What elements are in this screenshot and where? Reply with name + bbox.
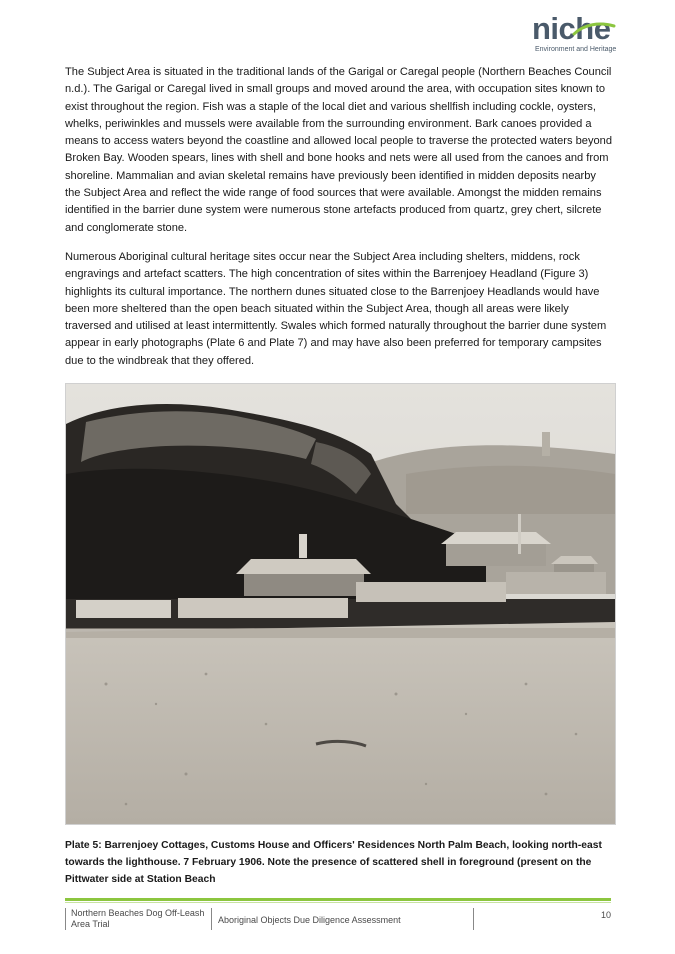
logo-swoosh-icon (572, 22, 616, 36)
plate-photograph (65, 383, 616, 825)
logo-wordmark: niche (532, 11, 611, 46)
niche-logo (528, 11, 620, 56)
body-paragraph-1: The Subject Area is situated in the traditional lands of the Garigal or Caregal people (Northern Beaches Council n.d.). The Garigal or Caregal lived in small groups and moved around the area, with occupation sites known to exist throughout the region. Fish was a staple of the local diet and various shellfish including cockle, oysters, whelks, periwinkles and mussels were available from the surrounding environment. Bark canoes provided a means to access waters beyond the coastline and allowed local people to traverse the protected waters beyond Broken Bay. Wooden spears, lines with shell and bone hooks and nets were all used from the canoes and from shoreline. Mammalian and avian skeletal remains have previously been identified in midden deposits nearby the Subject Area and reflect the wide range of food sources that were available. Amongst the midden remains identified in the barrier dune system were numerous stone artefacts produced from quartz, grey chert, silcrete and conglomerate stone. (65, 66, 613, 234)
logo-tagline: Environment and Heritage (535, 46, 617, 53)
footer-rule-thin (65, 902, 611, 903)
footer-rule (65, 898, 611, 901)
page-number: 10 (600, 910, 611, 920)
footer-project-title: Northern Beaches Dog Off-Leash Area Trial (65, 908, 211, 930)
barrenjoey-cottages-photo (66, 384, 615, 824)
plate-caption: Plate 5: Barrenjoey Cottages, Customs House and Officers' Residences North Palm Beach, looking north-east towards the lighthouse. 7 February 1906. Note the presence of scattered shell in foreground (present on the Pittwater side at Station Beach (65, 840, 602, 885)
body-paragraph-2: Numerous Aboriginal cultural heritage sites occur near the Subject Area including shelters, middens, rock engravings and artefact scatters. The high concentration of sites within the Barrenjoey Headland (Figure 3) highlights its cultural importance. The northern dunes situated close to the Barrenjoey Headlands would have been more sheltered than the open beach situated within the Subject Area, though all areas were likely traversed and utilised at least intermittently. Swales which formed naturally throughout the barrier dune system appear in early photographs (Plate 6 and Plate 7) and may have also been preferred for temporary campsites due to the windbreak that they offered. (65, 251, 607, 367)
footer-document-title: Aboriginal Objects Due Diligence Assessment (211, 908, 474, 930)
